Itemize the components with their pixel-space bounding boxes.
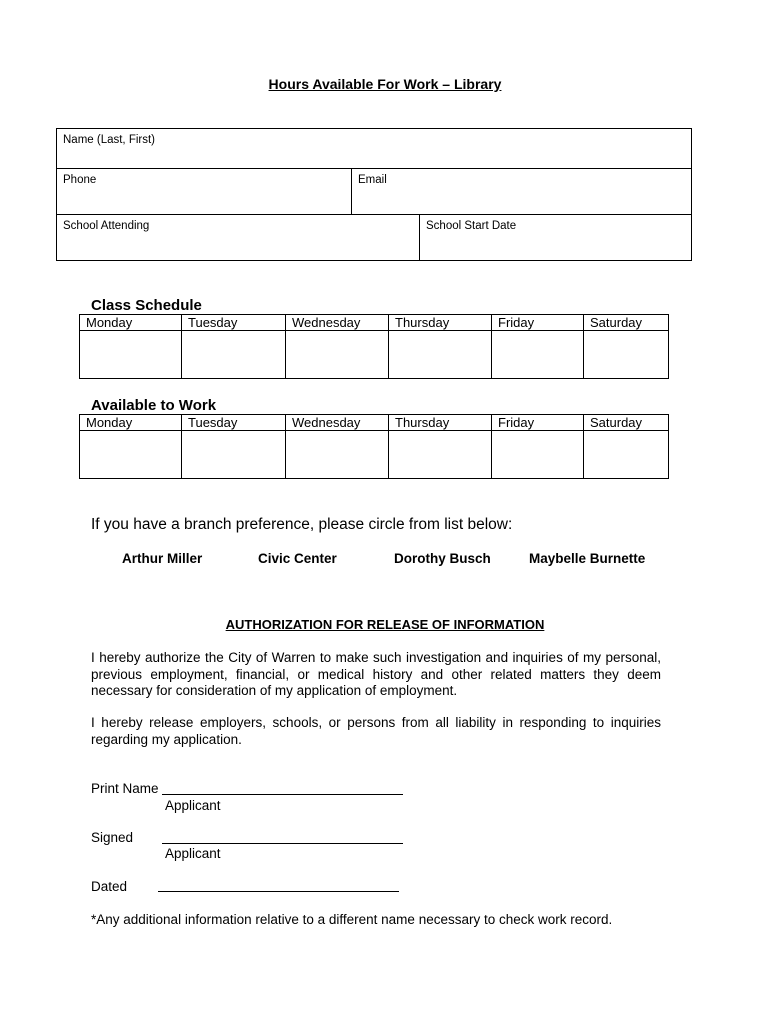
class-cell-monday[interactable] (80, 331, 182, 379)
print-name-line[interactable] (162, 794, 403, 795)
available-title: Available to Work (91, 397, 217, 414)
class-cell-thursday[interactable] (389, 331, 492, 379)
avail-day-wednesday: Wednesday (286, 415, 389, 431)
branch-option-civic-center[interactable]: Civic Center (258, 551, 337, 566)
branch-option-arthur-miller[interactable]: Arthur Miller (122, 551, 203, 566)
class-cell-tuesday[interactable] (182, 331, 286, 379)
avail-day-friday: Friday (492, 415, 584, 431)
avail-cell-thursday[interactable] (389, 431, 492, 479)
avail-day-thursday: Thursday (389, 415, 492, 431)
school-field[interactable] (56, 214, 420, 261)
class-day-wednesday: Wednesday (286, 315, 389, 331)
authorization-paragraph-1: I hereby authorize the City of Warren to make such investigation and inquiries of my personal, previous employment, financial, or medical history and other related matters they deem necessary for consideration of my application of employment. (91, 650, 661, 698)
class-schedule-title: Class Schedule (91, 297, 202, 314)
branch-prompt: If you have a branch preference, please circle from list below: (91, 516, 513, 533)
signed-applicant-caption: Applicant (165, 846, 221, 861)
name-label: Name (Last, First) (63, 134, 156, 146)
available-table (79, 414, 669, 479)
branch-option-dorothy-busch[interactable]: Dorothy Busch (394, 551, 491, 566)
print-name-label: Print Name (91, 781, 159, 796)
branch-option-maybelle-burnette[interactable]: Maybelle Burnette (529, 551, 646, 566)
authorization-title: AUTHORIZATION FOR RELEASE OF INFORMATION (225, 617, 545, 632)
page-title: Hours Available For Work – Library (268, 76, 502, 92)
class-day-monday: Monday (80, 315, 182, 331)
avail-day-monday: Monday (80, 415, 182, 431)
avail-cell-tuesday[interactable] (182, 431, 286, 479)
class-day-saturday: Saturday (584, 315, 669, 331)
avail-cell-saturday[interactable] (584, 431, 669, 479)
class-schedule-table (79, 314, 669, 379)
signed-label: Signed (91, 830, 134, 845)
dated-line[interactable] (158, 891, 399, 892)
class-cell-wednesday[interactable] (286, 331, 389, 379)
footnote: *Any additional information relative to a different name necessary to check work record. (91, 912, 613, 927)
avail-day-saturday: Saturday (584, 415, 669, 431)
class-day-tuesday: Tuesday (182, 315, 286, 331)
class-cell-friday[interactable] (492, 331, 584, 379)
start-date-label: School Start Date (426, 220, 517, 232)
phone-field[interactable] (56, 168, 352, 215)
authorization-paragraph-2: I hereby release employers, schools, or persons from all liability in responding to inquiries regarding my application. (91, 715, 661, 747)
name-field[interactable] (56, 128, 692, 169)
email-field[interactable] (351, 168, 692, 215)
start-date-field[interactable] (419, 214, 692, 261)
phone-label: Phone (63, 174, 97, 186)
class-cell-saturday[interactable] (584, 331, 669, 379)
print-name-applicant-caption: Applicant (165, 798, 221, 813)
class-day-thursday: Thursday (389, 315, 492, 331)
school-label: School Attending (63, 220, 150, 232)
avail-cell-friday[interactable] (492, 431, 584, 479)
email-label: Email (358, 174, 387, 186)
avail-cell-wednesday[interactable] (286, 431, 389, 479)
dated-label: Dated (91, 879, 128, 894)
class-day-friday: Friday (492, 315, 584, 331)
signed-line[interactable] (162, 843, 403, 844)
avail-cell-monday[interactable] (80, 431, 182, 479)
avail-day-tuesday: Tuesday (182, 415, 286, 431)
